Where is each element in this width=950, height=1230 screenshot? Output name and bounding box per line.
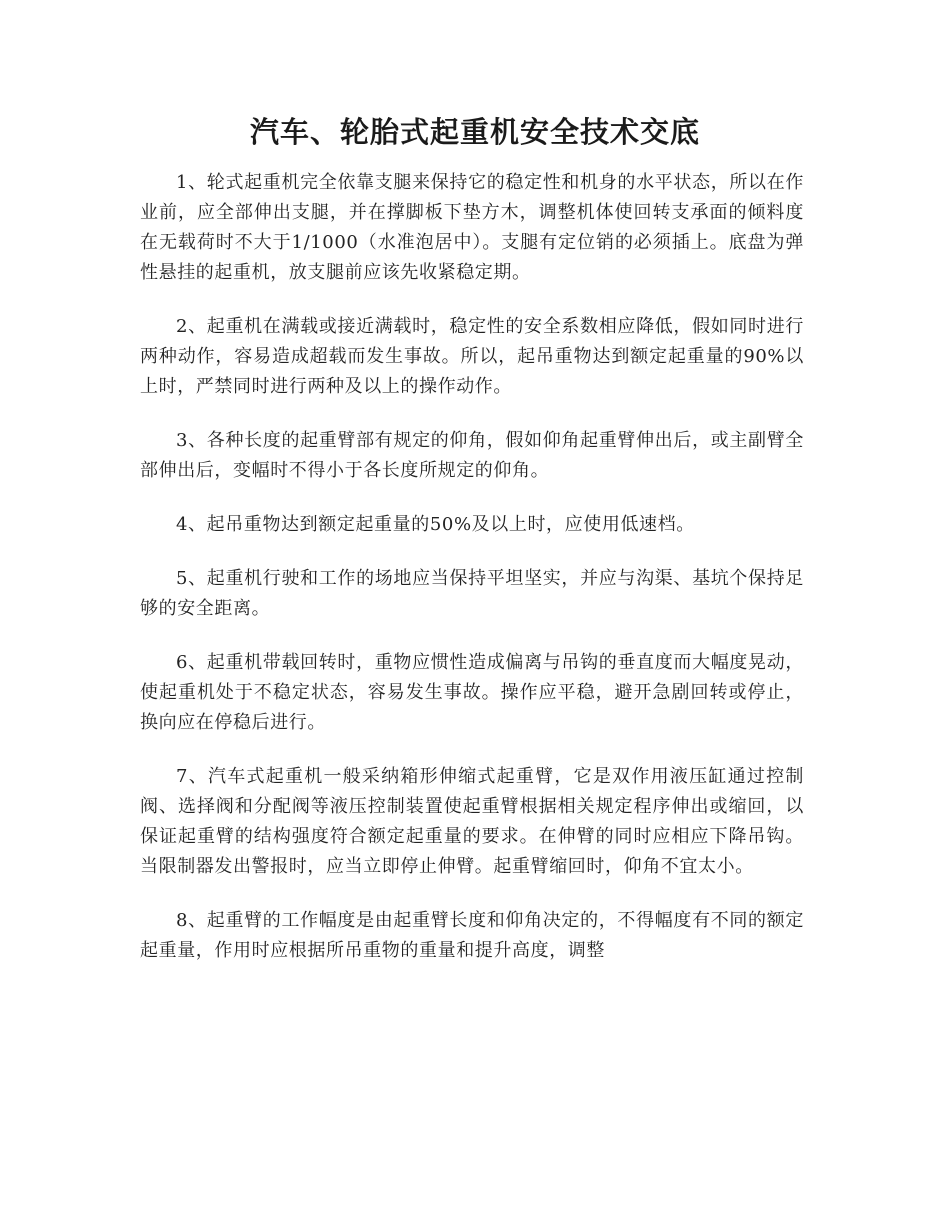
paragraph-2: 2、起重机在满载或接近满载时，稳定性的安全系数相应降低，假如同时进行两种动作，容易造成超载而发生事故。所以，起吊重物达到额定起重量的90%以上时，严禁同时进行两种及以上的操作动作。	[140, 316, 804, 397]
paragraph-8: 8、起重臂的工作幅度是由起重臂长度和仰角决定的，不得幅度有不同的额定起重量，作用时应根据所吊重物的重量和提升高度，调整	[140, 910, 804, 961]
paragraph-5: 5、起重机行驶和工作的场地应当保持平坦坚实，并应与沟渠、基坑个保持足够的安全距离。	[140, 568, 804, 619]
paragraph-3: 3、各种长度的起重臂部有规定的仰角，假如仰角起重臂伸出后，或主副臂全部伸出后，变幅时不得小于各长度所规定的仰角。	[140, 430, 804, 481]
paragraph-6: 6、起重机带载回转时，重物应惯性造成偏离与吊钩的垂直度而大幅度晃动，使起重机处于不稳定状态，容易发生事故。操作应平稳，避开急剧回转或停止，换向应在停稳后进行。	[140, 652, 804, 733]
paragraph-1: 1、轮式起重机完全依靠支腿来保持它的稳定性和机身的水平状态，所以在作业前，应全部伸出支腿，并在撑脚板下垫方木，调整机体使回转支承面的倾料度在无载荷时不大于1/1000（水准泡居中）。支腿有定位销的必须插上。底盘为弹性悬挂的起重机，放支腿前应该先收紧稳定期。	[140, 172, 804, 283]
paragraph-4: 4、起吊重物达到额定起重量的50%及以上时，应使用低速档。	[176, 514, 695, 535]
paragraph-7: 7、汽车式起重机一般采纳箱形伸缩式起重臂，它是双作用液压缸通过控制阀、选择阀和分配阀等液压控制装置使起重臂根据相关规定程序伸出或缩回，以保证起重臂的结构强度符合额定起重量的要求。在伸臂的同时应相应下降吊钩。当限制器发出警报时，应当立即停止伸臂。起重臂缩回时，仰角不宜太小。	[140, 766, 804, 877]
document-title: 汽车、轮胎式起重机安全技术交底	[249, 115, 700, 149]
document-body	[140, 168, 804, 990]
